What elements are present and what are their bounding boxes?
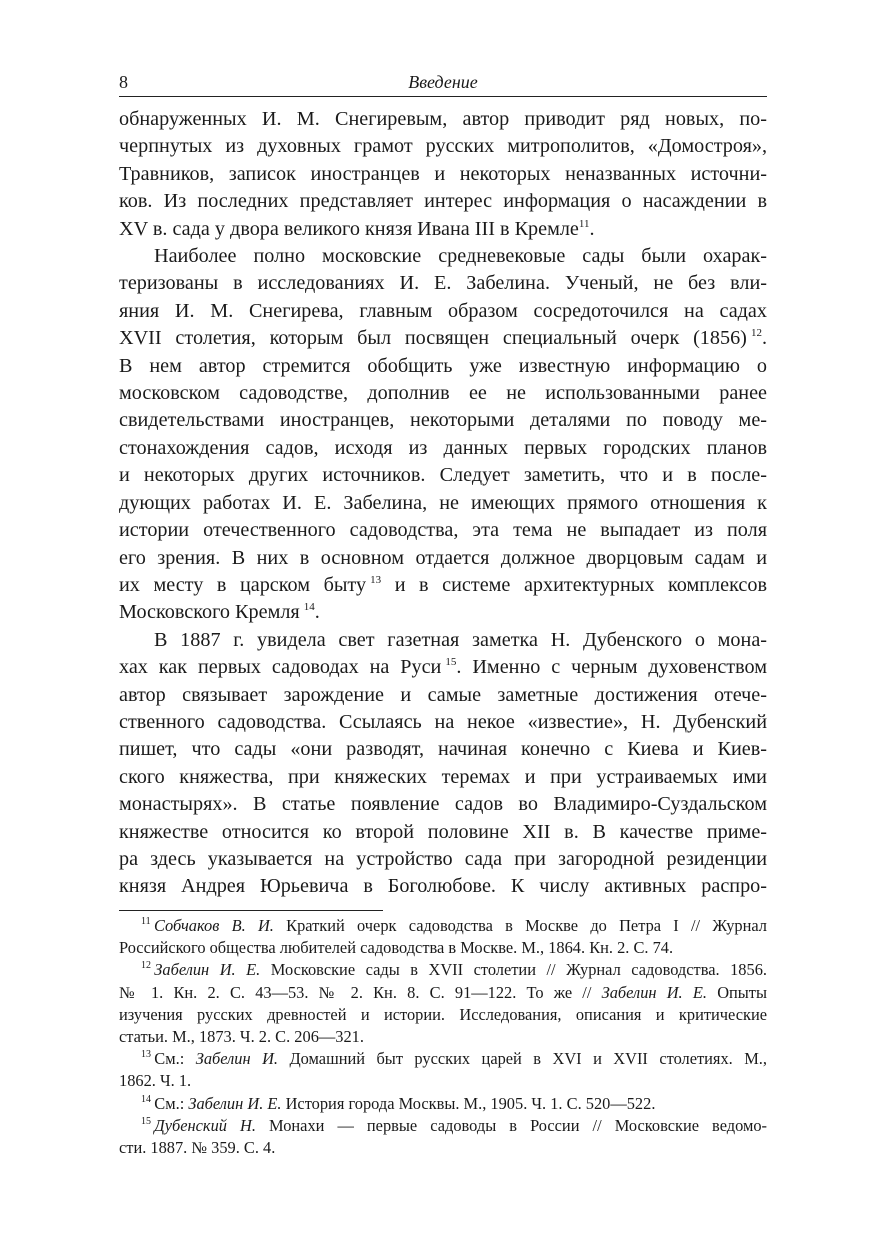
text-line: стонахождения садов, исходя из данных первых городских планов — [119, 436, 767, 459]
text-line: В нем автор стремится обобщить уже известную информацию о — [119, 354, 767, 377]
footnote-number: 14 — [141, 1093, 151, 1105]
footnote-ref-15[interactable]: 15 — [445, 656, 457, 669]
footnote-author: Дубенский Н. — [154, 1115, 256, 1135]
text-line: княжестве относится ко второй половине XII в. В качестве приме- — [119, 820, 767, 843]
footnote-13 — [119, 1048, 767, 1092]
footnote-line: $^{15}$ Дубенский Н. Монахи — первые садоводы в России // Московские ведомо- — [141, 1115, 768, 1135]
text-line: обнаруженных И. М. Снегиревым, автор приводит ряд новых, по- — [119, 108, 767, 130]
text-line: яния И. М. Снегирева, главным образом сосредоточился на садах — [119, 299, 767, 322]
text-line: ков. Из последних представляет интерес информация о насаждении в — [119, 190, 767, 213]
footnote-line: $^{13}$ См.: Забелин И. Домашний быт русских царей в XVI и XVII столетиях. М., — [141, 1049, 767, 1069]
footnote-author: Собчаков В. И. — [153, 916, 274, 935]
text-line: дующих работах И. Е. Забелина, не имеющих прямого отношения к — [119, 491, 767, 514]
text-line: хах как первых садоводах на Руси $^{15}$. Именно с черным духовенством — [119, 656, 767, 679]
footnote-line: изучения русских древностей и истории. Исследования, описания и критические — [119, 1004, 767, 1024]
paragraph-3 — [119, 627, 767, 901]
footnote-author: Забелин И. — [195, 1049, 279, 1069]
text-line: их месту в царском быту $^{13}$ и в системе архитектурных комплексов — [119, 573, 767, 596]
text-line: теризованы в исследованиях И. Е. Забелина. Ученый, не без вли- — [119, 272, 767, 295]
footnote-line: $^{12}$ Забелин И. Е. Московские сады в XVII столетии // Журнал садоводства. 1856. — [141, 960, 767, 980]
footnote-ref-12[interactable]: 12 — [750, 327, 762, 340]
text-line: его зрения. В них в основном отдается должное дворцовым садам и — [119, 546, 767, 569]
footnote-line: статьи. М., 1873. Ч. 2. С. 206—321. — [119, 1027, 364, 1047]
footnote-number: 11 — [141, 916, 151, 927]
footnote-line: 1862. Ч. 1. — [119, 1071, 192, 1091]
text-line: Наиболее полно московские средневековые сады были охарак- — [154, 245, 767, 268]
running-title: Введение — [408, 72, 478, 92]
footnote-15 — [119, 1115, 767, 1159]
text-line: XVII столетия, которым был посвящен специальный очерк (1856) $^{12}$. — [119, 327, 767, 350]
body-text — [119, 106, 767, 901]
footnote-line: № 1. Кн. 2. С. 43—53. № 2. Кн. 8. С. 91—122. То же // Забелин И. Е. Опыты — [119, 982, 767, 1002]
text-line: истории отечественного садоводства, эта тема не выпадает из поля — [119, 519, 767, 542]
footnote-ref-13[interactable]: 13 — [370, 573, 382, 586]
text-line: московском садоводстве, дополнив ее не использованными ранее — [119, 382, 767, 405]
footnote-line: Российского общества любителей садоводства в Москве. М., 1864. Кн. 2. С. 74. — [119, 938, 674, 958]
text-line: XV в. сада у двора великого князя Ивана III в Кремле$^{11}$. — [119, 217, 595, 240]
footnotes — [119, 915, 767, 1159]
text-line: черпнутых из духовных грамот русских митрополитов, «Домостроя», — [119, 135, 767, 158]
footnote-author: Забелин И. Е. — [601, 982, 707, 1002]
text-line: автор связывает зарождение и самые заметные достижения отече- — [119, 683, 767, 706]
footnote-number: 15 — [141, 1115, 151, 1127]
text-line: князя Андрея Юрьевича в Боголюбове. К числу активных распро- — [119, 875, 767, 898]
text-line: пишет, что сады «они разводят, начиная конечно с Киева и Киев- — [119, 738, 767, 761]
footnote-ref-14[interactable]: 14 — [303, 601, 315, 614]
footnote-line: сти. 1887. № 359. С. 4. — [119, 1138, 276, 1158]
paragraph-1 — [119, 106, 767, 243]
text-line: ственного садоводства. Ссылаясь на некое «известие», Н. Дубенский — [119, 710, 767, 733]
text-line: Московского Кремля $^{14}$. — [119, 601, 320, 624]
text-line: ра здесь указывается на устройство сада при загородной резиденции — [119, 847, 767, 870]
footnote-author: Забелин И. Е. — [188, 1093, 282, 1113]
footnote-line: $^{14}$ См.: Забелин И. Е. История города Москвы. М., 1905. Ч. 1. С. 520—522. — [141, 1093, 656, 1113]
text-line: и некоторых других источников. Следует заметить, что и в после- — [119, 464, 767, 487]
footnote-divider — [119, 910, 383, 911]
page-number: 8 — [119, 72, 128, 92]
text-line: Травников, записок иностранцев и некоторых неназванных источни- — [119, 162, 767, 185]
footnote-12 — [119, 959, 767, 1048]
footnote-number: 13 — [141, 1049, 151, 1061]
text-line: монастырях». В статье появление садов во Владимиро-Суздальском — [119, 793, 767, 816]
text-line: В 1887 г. увидела свет газетная заметка Н. Дубенского о мона- — [154, 628, 767, 651]
footnote-number: 12 — [141, 960, 151, 972]
text-line: ского княжества, при княжеских теремах и при устраиваемых ими — [119, 765, 767, 788]
text-line: свидетельствами иностранцев, некоторыми деталями по поводу ме- — [119, 409, 767, 432]
paragraph-2 — [119, 243, 767, 627]
page-header — [119, 70, 767, 97]
footnote-14 — [119, 1093, 767, 1115]
footnote-11 — [119, 915, 767, 959]
footnote-line: $^{11}$ Собчаков В. И. Краткий очерк садоводства в Москве до Петра I // Журнал — [141, 916, 767, 935]
footnote-author: Забелин И. Е. — [154, 960, 261, 980]
footnote-ref-11[interactable]: 11 — [578, 217, 590, 230]
